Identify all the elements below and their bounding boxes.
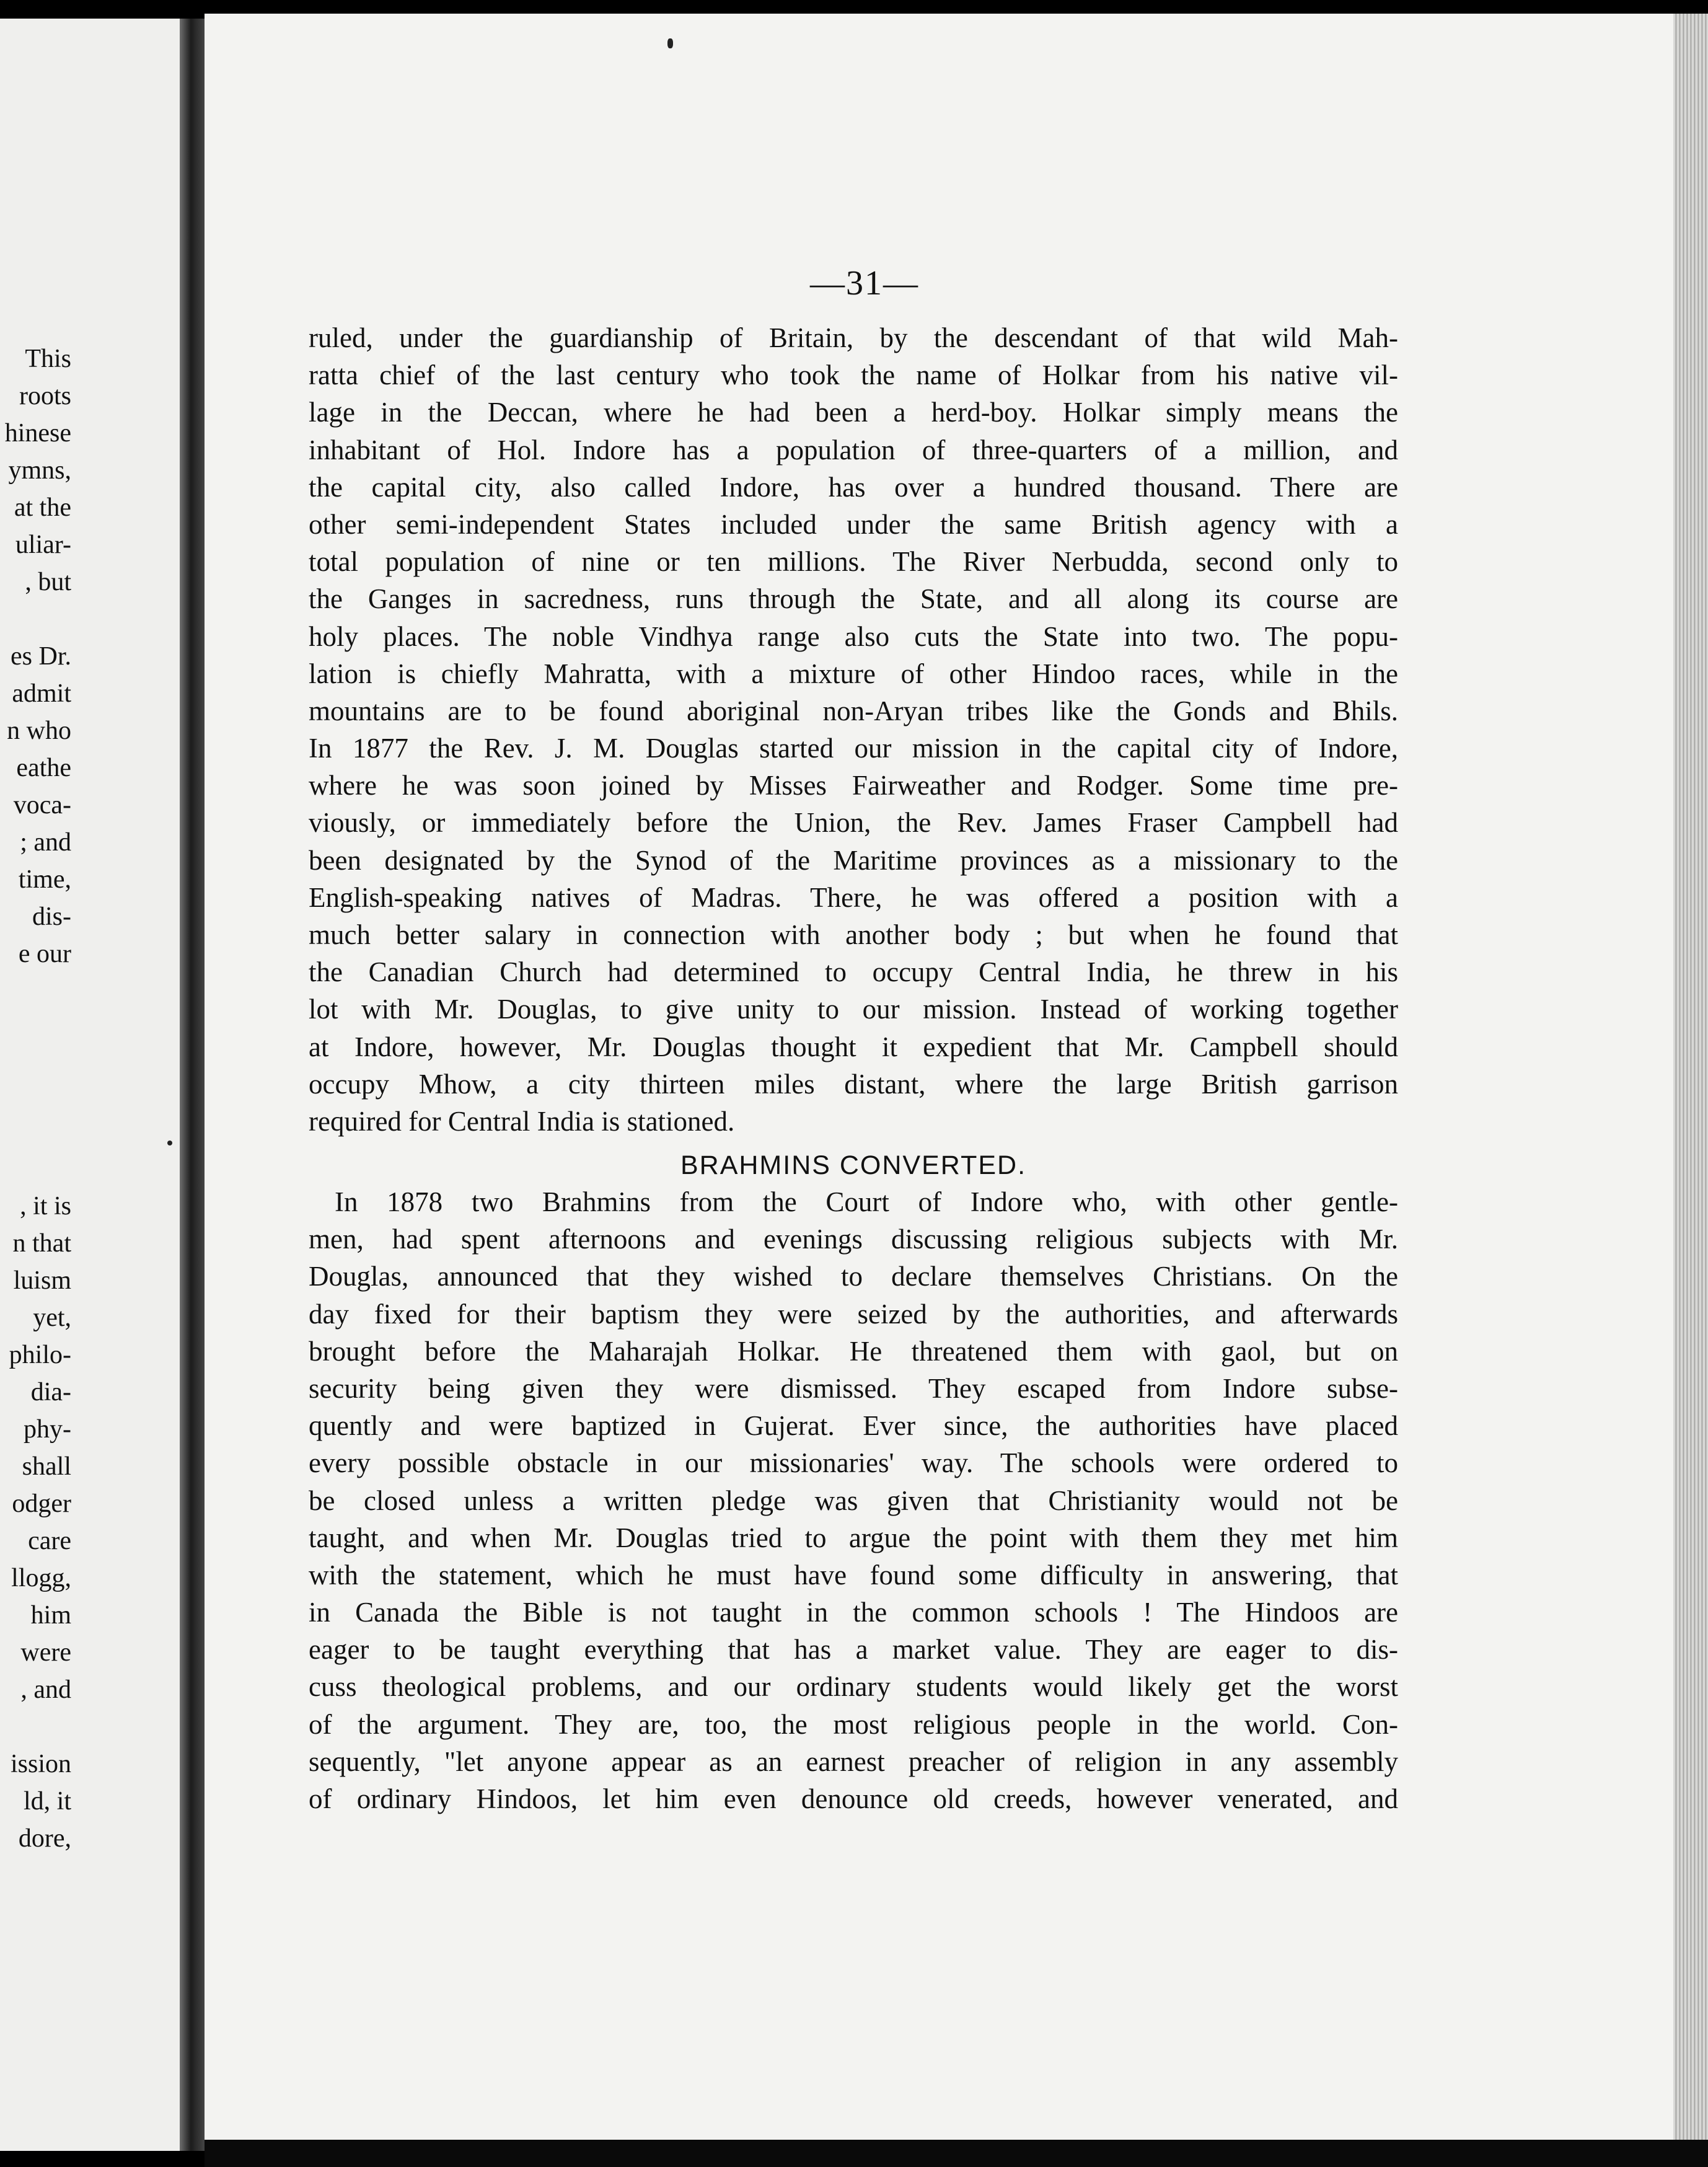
left-page-fragment: eathe [16,754,71,782]
page-stack-edge [1673,14,1708,2140]
left-page-fragment: care [28,1527,71,1555]
text-line: the Canadian Church had determined to occupy Central India, he threw in his [309,956,1398,988]
text-line: In 1878 two Brahmins from the Court of Indore who, with other gentle- [335,1186,1398,1217]
ink-speck [667,38,673,48]
text-line: be closed unless a written pledge was given that Christianity would not be [309,1485,1398,1516]
left-page-fragment: phy- [24,1415,71,1444]
left-page-fragment: e our [18,940,71,968]
text-line: security being given they were dismissed. They escaped from Indore subse- [309,1372,1398,1404]
text-line: quently and were baptized in Gujerat. Ever since, the authorities have placed [309,1410,1398,1442]
left-page-fragment: dore, [18,1824,71,1853]
text-line: of ordinary Hindoos, let him even denounce old creeds, however venerated, and [309,1783,1398,1814]
text-line: ruled, under the guardianship of Britain, by the descendant of that wild Mah- [309,322,1398,353]
ink-speck [167,1141,172,1145]
left-page-fragment: , it is [20,1192,71,1220]
left-page-fragment: dia- [30,1378,71,1406]
left-page-fragment: time, [18,865,71,894]
text-line: brought before the Maharajah Holkar. He threatened them with gaol, but on [309,1335,1398,1367]
text-line: every possible obstacle in our missionaries' way. The schools were ordered to [309,1447,1398,1479]
text-line: lage in the Deccan, where he had been a herd-boy. Holkar simply means the [309,397,1398,428]
section-heading: BRAHMINS CONVERTED. [680,1150,1027,1180]
left-page-fragment: ; and [20,828,71,857]
text-line: total population of nine or ten millions. The River Nerbudda, second only to [309,546,1398,578]
left-page-fragment: ymns, [8,456,71,485]
left-page-fragment: him [30,1601,71,1630]
left-page-fragment: llogg, [11,1564,71,1592]
text-line: been designated by the Synod of the Maritime provinces as a missionary to the [309,844,1398,876]
text-line: eager to be taught everything that has a market value. They are eager to dis- [309,1634,1398,1666]
text-line: much better salary in connection with another body ; but when he found that [309,919,1398,950]
text-line: the Ganges in sacredness, runs through the State, and all along its course are [309,583,1398,615]
text-line: lation is chiefly Mahratta, with a mixture of other Hindoo races, while in the [309,658,1398,689]
left-page-fragment: n who [7,717,71,745]
text-line: English-speaking natives of Madras. There, he was offered a position with a [309,881,1398,913]
text-line: ratta chief of the last century who took the name of Holkar from his native vil- [309,360,1398,391]
left-page-fragment: es Dr. [11,642,71,671]
left-page-fragment: dis- [32,903,71,931]
text-line: mountains are to be found aboriginal non-Aryan tribes like the Gonds and Bhils. [309,695,1398,726]
left-page-fragment: shall [22,1452,71,1481]
left-page-fragment: were [20,1638,71,1667]
text-line: inhabitant of Hol. Indore has a population of three-quarters of a million, and [309,434,1398,466]
text-line: men, had spent afternoons and evenings discussing religious subjects with Mr. [309,1224,1398,1255]
text-line: with the statement, which he must have found some difficulty in answering, that [309,1559,1398,1591]
text-line: occupy Mhow, a city thirteen miles distant, where the large British garrison [309,1068,1398,1100]
paragraph-1 [309,319,1398,1140]
left-page-fragment: voca- [13,791,71,819]
left-page-fragment: ission [10,1750,71,1778]
text-line: sequently, "let anyone appear as an earnest preacher of religion in any assembly [309,1746,1398,1777]
text-line: taught, and when Mr. Douglas tried to argue the point with them they met him [309,1522,1398,1553]
left-page-fragment: n that [12,1229,71,1258]
left-page-fragment: hinese [4,419,71,448]
text-line: other semi-independent States included under the same British agency with a [309,508,1398,540]
left-page-fragment: at the [14,493,71,522]
text-line: required for Central India is stationed. [309,1105,735,1137]
text-line: holy places. The noble Vindhya range also cuts the State into two. The popu- [309,620,1398,652]
text-line: day fixed for their baptism they were seized by the authorities, and afterwards [309,1298,1398,1330]
book-gutter [180,19,205,2151]
left-facing-page [0,19,180,2151]
text-line: of the argument. They are, too, the most religious people in the world. Con- [309,1708,1398,1740]
page-number: —31— [810,264,919,302]
left-page-fragment: , but [25,568,71,596]
text-line: in Canada the Bible is not taught in the common schools ! The Hindoos are [309,1597,1398,1628]
page-bottom-border [205,2140,1708,2167]
left-page-fragment: admit [12,679,71,708]
text-line: viously, or immediately before the Union, the Rev. James Fraser Campbell had [309,807,1398,839]
text-line: cuss theological problems, and our ordinary students would likely get the worst [309,1671,1398,1703]
text-line: In 1877 the Rev. J. M. Douglas started our mission in the capital city of Indore, [309,733,1398,764]
left-page-fragment: ld, it [23,1787,71,1816]
left-page-fragment: yet, [33,1304,71,1332]
left-page-fragment: , and [20,1675,71,1704]
left-page-fragment: luism [13,1266,71,1295]
left-page-fragment: philo- [9,1341,71,1369]
text-line: Douglas, announced that they wished to declare themselves Christians. On the [309,1261,1398,1292]
left-page-fragment: roots [19,382,71,410]
text-line: lot with Mr. Douglas, to give unity to our mission. Instead of working together [309,994,1398,1025]
paragraph-2 [309,1183,1398,1817]
text-line: where he was soon joined by Misses Fairweather and Rodger. Some time pre- [309,770,1398,801]
left-page-fragment: uliar- [15,531,71,559]
left-page-fragment: odger [12,1490,71,1518]
text-line: at Indore, however, Mr. Douglas thought it expedient that Mr. Campbell should [309,1031,1398,1062]
left-page-fragment: This [25,345,71,373]
text-line: the capital city, also called Indore, has over a hundred thousand. There are [309,471,1398,503]
